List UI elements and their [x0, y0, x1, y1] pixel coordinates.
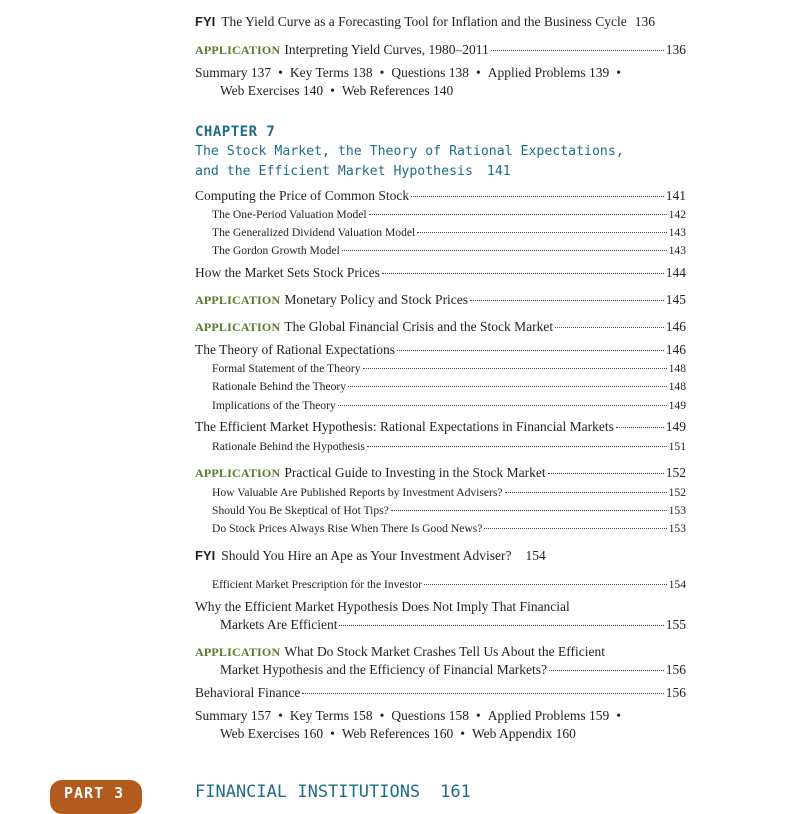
chapter-title: The Stock Market, the Theory of Rational Expectations,: [195, 144, 624, 159]
toc-entry: [195, 187, 686, 205]
entry-text: Applied Problems 139: [487, 65, 610, 80]
entry-text: Web Exercises 140: [220, 83, 324, 98]
dot-leader: [555, 327, 664, 328]
entry-text: Market Hypothesis and the Efficiency of Financial Markets?: [220, 662, 548, 677]
toc-entry-continuation: [220, 661, 686, 679]
page-number: 153: [668, 504, 686, 517]
fyi-entry: [195, 547, 686, 565]
page-number: 149: [665, 419, 686, 434]
dot-leader: [391, 510, 667, 511]
part-title: [195, 782, 471, 802]
entry-text: Do Stock Prices Always Rise When There Is Good News?: [212, 522, 483, 535]
chapter-summary-line: [220, 82, 711, 100]
dot-leader: [484, 528, 666, 529]
page-number: 153: [668, 522, 686, 535]
chapter-summary-line: [195, 707, 686, 725]
entry-text: Key Terms 158: [289, 708, 373, 723]
chapter-summary-line: [220, 725, 711, 743]
dot-leader: [411, 196, 664, 197]
bullet-separator: •: [616, 708, 621, 723]
toc-subentry: [212, 378, 686, 396]
toc-subentry: [212, 224, 686, 242]
dot-leader: [382, 273, 664, 274]
bullet-separator: •: [379, 65, 385, 80]
fyi-tag: FYI: [195, 548, 216, 563]
entry-text: What Do Stock Market Crashes Tell Us About the Efficient: [284, 644, 605, 659]
application-tag: APPLICATION: [195, 645, 281, 659]
fyi-entry: [195, 13, 686, 31]
bullet-separator: •: [379, 708, 385, 723]
page-number: 143: [668, 244, 686, 257]
toc-entry: [195, 341, 686, 359]
entry-text: The Gordon Growth Model: [212, 244, 340, 257]
dot-leader: [616, 427, 664, 428]
entry-text: The Theory of Rational Expectations: [195, 342, 395, 357]
toc-entry: [195, 264, 686, 282]
entry-text: 141: [486, 164, 511, 179]
dot-leader: [348, 386, 667, 387]
dot-leader: [342, 250, 667, 251]
entry-text: Computing the Price of Common Stock: [195, 188, 410, 203]
page-number: 145: [665, 292, 686, 307]
application-tag: APPLICATION: [195, 466, 281, 480]
page-number: 155: [665, 617, 686, 632]
entry-text: Web References 140: [341, 83, 454, 98]
dot-leader: [417, 232, 666, 233]
entry-text: The One-Period Valuation Model: [212, 208, 367, 221]
bullet-separator: •: [476, 708, 481, 723]
entry-text: Why the Efficient Market Hypothesis Does Not Imply That Financial: [195, 599, 570, 614]
entry-text: The Yield Curve as a Forecasting Tool for Inflation and the Business Cycle: [221, 14, 627, 29]
application-entry: [195, 41, 686, 59]
entry-text: Interpreting Yield Curves, 1980–2011: [284, 42, 489, 57]
dot-leader: [548, 473, 664, 474]
application-entry: [195, 318, 686, 336]
entry-text: Practical Guide to Investing in the Stock Market: [284, 465, 546, 480]
entry-text: and the Efficient Market Hypothesis: [195, 164, 473, 179]
application-entry: [195, 643, 686, 661]
page-number: 148: [668, 362, 686, 375]
entry-text: How the Market Sets Stock Prices: [195, 265, 380, 280]
entry-text: The Efficient Market Hypothesis: Rational Expectations in Financial Markets: [195, 419, 614, 434]
entry-text: Implications of the Theory: [212, 399, 336, 412]
entry-text: The Generalized Dividend Valuation Model: [212, 226, 416, 239]
entry-text: Web Exercises 160: [220, 726, 324, 741]
toc-subentry: [212, 484, 686, 502]
part-label: PART 3: [64, 784, 125, 802]
dot-leader: [339, 625, 663, 626]
bullet-separator: •: [616, 65, 621, 80]
bullet-separator: •: [330, 726, 335, 741]
dot-leader: [470, 300, 664, 301]
entry-text: 136: [634, 14, 655, 29]
toc-entry: [195, 684, 686, 702]
bullet-separator: •: [460, 726, 465, 741]
application-tag: APPLICATION: [195, 293, 281, 307]
page-number: 141: [665, 188, 686, 203]
entry-text: The Global Financial Crisis and the Stock Market: [284, 319, 554, 334]
dot-leader: [549, 670, 664, 671]
chapter-title: [195, 162, 635, 182]
page-number: 151: [668, 440, 686, 453]
entry-text: Rationale Behind the Theory: [212, 380, 347, 393]
toc-entry: [195, 598, 686, 616]
page-number: 146: [665, 319, 686, 334]
entry-text: FINANCIAL INSTITUTIONS: [195, 782, 421, 802]
entry-text: Summary 157: [195, 708, 272, 723]
entry-text: Key Terms 138: [289, 65, 373, 80]
entry-text: Behavioral Finance: [195, 685, 301, 700]
entry-text: Web Appendix 160: [471, 726, 576, 741]
entry-text: How Valuable Are Published Reports by Investment Advisers?: [212, 486, 503, 499]
dot-leader: [367, 446, 667, 447]
page-number: 156: [665, 685, 686, 700]
part-tab: [50, 780, 142, 814]
dot-leader: [424, 584, 667, 585]
toc-subentry: [212, 502, 686, 520]
application-tag: APPLICATION: [195, 320, 281, 334]
application-tag: APPLICATION: [195, 43, 281, 57]
entry-text: Markets Are Efficient: [220, 617, 338, 632]
page-number: 156: [665, 662, 686, 677]
dot-leader: [491, 50, 664, 51]
entry-text: Questions 138: [391, 65, 470, 80]
page-number: 148: [668, 380, 686, 393]
page-number: 144: [665, 265, 686, 280]
fyi-tag: FYI: [195, 14, 216, 29]
bullet-separator: •: [278, 708, 283, 723]
page-number: 142: [668, 208, 686, 221]
toc-subentry: [212, 360, 686, 378]
entry-text: 154: [525, 548, 546, 563]
toc-subentry: [212, 520, 686, 538]
toc-subentry: [212, 397, 686, 415]
page-number: 143: [668, 226, 686, 239]
page-number: 152: [668, 486, 686, 499]
chapter-label: CHAPTER 7: [195, 124, 276, 140]
bullet-separator: •: [278, 65, 283, 80]
entry-text: Rationale Behind the Hypothesis: [212, 440, 365, 453]
toc-subentry: [212, 242, 686, 260]
application-entry: [195, 464, 686, 482]
dot-leader: [369, 214, 667, 215]
dot-leader: [338, 405, 667, 406]
toc-subentry: [212, 576, 686, 594]
page-number: 152: [665, 465, 686, 480]
entry-text: Web References 160: [341, 726, 454, 741]
page-number: 149: [668, 399, 686, 412]
toc-entry-continuation: [220, 616, 686, 634]
dot-leader: [505, 492, 667, 493]
entry-text: Formal Statement of the Theory: [212, 362, 361, 375]
page-number: 154: [668, 578, 686, 591]
entry-text: Should You Hire an Ape as Your Investment Adviser?: [221, 548, 512, 563]
bullet-separator: •: [330, 83, 335, 98]
entry-text: Should You Be Skeptical of Hot Tips?: [212, 504, 389, 517]
bullet-separator: •: [476, 65, 481, 80]
toc-subentry: [212, 438, 686, 456]
page-number: 146: [665, 342, 686, 357]
dot-leader: [397, 350, 664, 351]
chapter-summary-line: [195, 64, 686, 82]
application-entry: [195, 291, 686, 309]
entry-text: Monetary Policy and Stock Prices: [284, 292, 469, 307]
toc-subentry: [212, 206, 686, 224]
entry-text: Questions 158: [391, 708, 470, 723]
entry-text: Summary 137: [195, 65, 272, 80]
entry-text: Applied Problems 159: [487, 708, 610, 723]
toc-entry: [195, 418, 686, 436]
page-number: 136: [665, 42, 686, 57]
entry-text: Efficient Market Prescription for the Investor: [212, 578, 423, 591]
dot-leader: [363, 368, 667, 369]
dot-leader: [302, 693, 663, 694]
page-number: 161: [440, 782, 471, 802]
